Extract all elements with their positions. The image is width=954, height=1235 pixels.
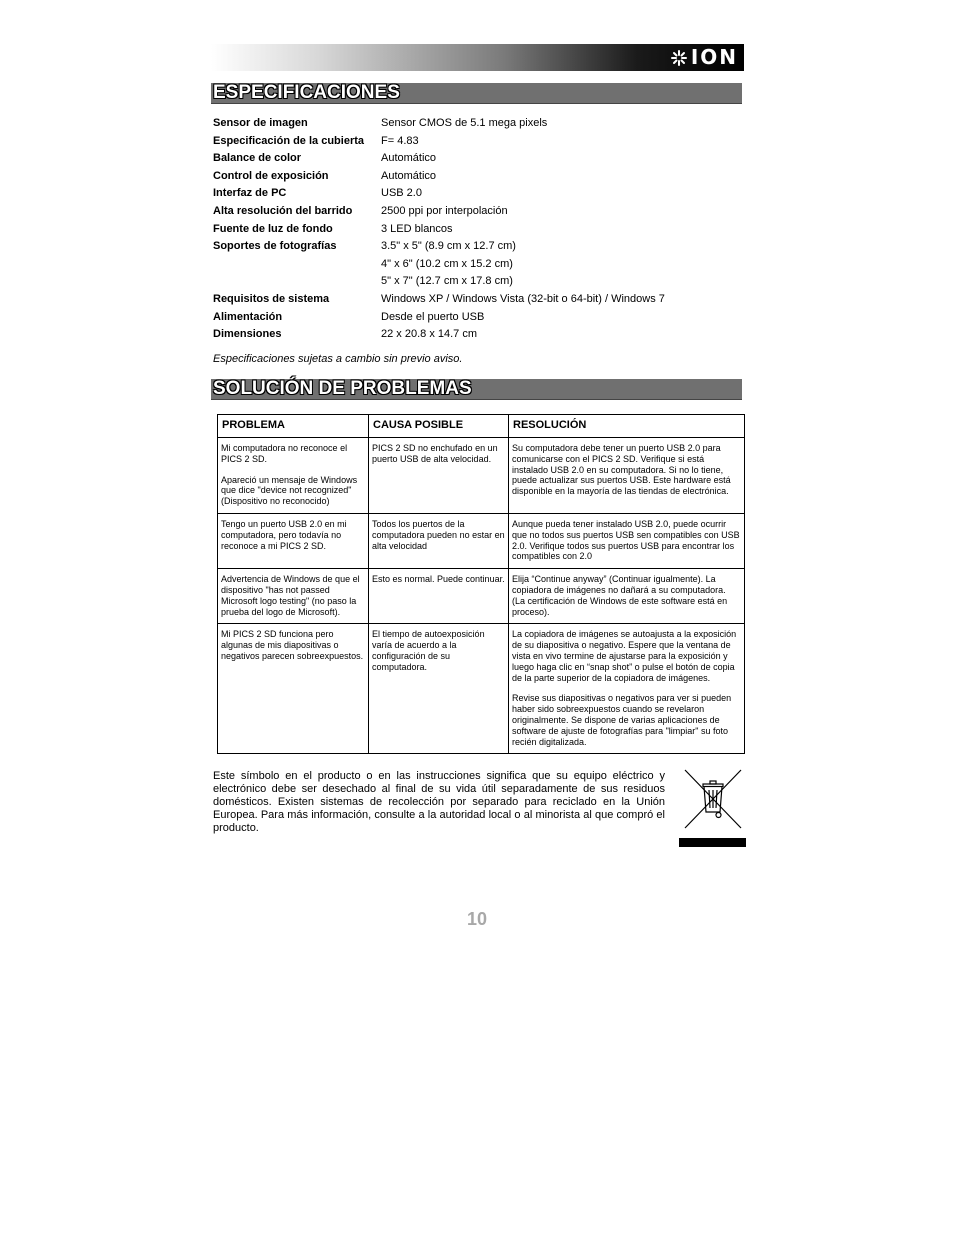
spec-row xyxy=(213,273,743,291)
spec-value: 3.5" x 5" (8.9 cm x 12.7 cm) xyxy=(381,240,516,253)
spec-row xyxy=(213,115,743,133)
spec-value: Sensor CMOS de 5.1 mega pixels xyxy=(381,117,548,129)
spec-note: Especificaciones sujetas a cambio sin previo aviso. xyxy=(213,353,463,365)
weee-bar xyxy=(679,838,746,847)
spec-value: USB 2.0 xyxy=(381,187,422,200)
spec-value: 4" x 6" (10.2 cm x 15.2 cm) xyxy=(381,257,513,270)
logo-text: ION xyxy=(690,45,738,69)
cell-problem xyxy=(218,624,369,754)
spec-label: Control de exposición xyxy=(213,169,329,182)
spec-value: Windows XP / Windows Vista (32-bit o 64-bit) / Windows 7 xyxy=(381,292,665,305)
column-header-cause: CAUSA POSIBLE xyxy=(369,415,509,438)
trouble-section-header xyxy=(211,379,742,400)
spec-label: Fuente de luz de fondo xyxy=(213,222,333,235)
cell-resolution xyxy=(509,513,745,568)
cell-text: Aunque pueda tener instalado USB 2.0, puede ocurrir que no todos sus puertos USB sen compatibles con USB 2.0. Verifique todos sus puertos USB para encontrar los compatibles con 2.0 xyxy=(512,518,740,562)
ion-logo xyxy=(671,47,738,68)
spec-label: Alta resolución del barrido xyxy=(213,204,353,217)
header-gradient-bar xyxy=(211,44,744,71)
troubleshooting-table xyxy=(217,414,745,754)
cell-resolution xyxy=(509,569,745,624)
column-header-resolution: RESOLUCIÓN xyxy=(509,415,745,438)
spec-label: Especificación de la cubierta xyxy=(213,134,365,147)
spec-row xyxy=(213,185,743,203)
cell-problem xyxy=(218,513,369,568)
spec-list xyxy=(213,115,743,344)
cell-cause xyxy=(369,569,509,624)
spec-value: Automático xyxy=(381,169,437,182)
cell-text: Tengo un puerto USB 2.0 en mi computadora, pero todavía no reconoce a mi PICS 2 SD. xyxy=(221,518,347,551)
spec-row xyxy=(213,256,743,274)
cell-resolution xyxy=(509,624,745,754)
cell-text: Esto es normal. Puede continuar. xyxy=(372,574,505,585)
spec-row xyxy=(213,168,743,186)
spec-row xyxy=(213,291,743,309)
cell-text: Elija “Continue anyway” (Continuar igualmente). La copiadora de imágenes no dañará a su computadora. (La certificación de Windows de este software está en proceso). xyxy=(512,574,728,617)
cell-problem xyxy=(218,438,369,514)
spec-value: 3 LED blancos xyxy=(381,222,453,235)
cell-text: Mi PICS 2 SD funciona pero algunas de mis diapositivas o negativos parecen sobreexpuestos. xyxy=(221,629,364,661)
spec-label: Balance de color xyxy=(213,152,302,165)
spec-row xyxy=(213,203,743,221)
table-row xyxy=(218,513,745,568)
spec-label: Requisitos de sistema xyxy=(213,292,330,305)
cell-text: Revise sus diapositivas o negativos para ver si pueden haber sido sobreexpuestos cuando se revelaron originalmente. Se dispone de varias aplicaciones de software de ajuste de fotografías para "limpiar" su foto recién digitalizada. xyxy=(512,693,732,747)
spec-value: Desde el puerto USB xyxy=(381,310,485,323)
specs-section-header xyxy=(211,83,742,104)
specs-section-title: ESPECIFICACIONES xyxy=(213,82,400,103)
spec-label: Sensor de imagen xyxy=(213,117,308,129)
spec-value: 22 x 20.8 x 14.7 cm xyxy=(381,328,477,341)
cell-cause xyxy=(369,438,509,514)
cell-text: PICS 2 SD no enchufado en un puerto USB de alta velocidad. xyxy=(372,443,498,464)
column-header-problem: PROBLEMA xyxy=(218,415,369,438)
spec-row xyxy=(213,326,743,344)
spec-row xyxy=(213,238,743,256)
spec-label: Alimentación xyxy=(213,310,283,323)
weee-disposal-text: Este símbolo en el producto o en las instrucciones significa que su equipo eléctrico y electrónico debe ser desechado al final de su vida útil separadamente de sus residuos domésticos. Existen sistemas de recolección por separado para reciclado en la Unión Europea. Para más información, consulte a la autoridad local o al minorista al que compró el producto. xyxy=(213,770,665,834)
cell-cause xyxy=(369,513,509,568)
cell-problem xyxy=(218,569,369,624)
cell-text: Advertencia de Windows de que el dispositivo "has not passed Microsoft logo testing" (no paso la prueba del logo de Microsoft). xyxy=(221,574,360,617)
cell-cause xyxy=(369,624,509,754)
page-number: 10 xyxy=(466,909,488,929)
cell-text: La copiadora de imágenes se autoajusta a la exposición de su diapositiva o negativo. Espere que la ventana de vista en vivo termine de ajustarse para la exposición y luego haga clic en “snap shot” o pulse el botón de copia de la parte superior de la copiadora de imágenes. xyxy=(512,629,737,683)
table-row xyxy=(218,624,745,754)
table-row xyxy=(218,438,745,514)
starburst-icon xyxy=(671,50,687,66)
table-header-row xyxy=(218,415,745,438)
cell-text: Su computadora debe tener un puerto USB 2.0 para comunicarse con el PICS 2 SD. Verifique si está instalado USB 2.0 en su computadora. Si no lo tiene, puede actualizar sus puertos USB. Este hardware está disponible en la mayoría de las tiendas de electrónica. xyxy=(512,443,731,497)
spec-value: 5" x 7" (12.7 cm x 17.8 cm) xyxy=(381,275,513,288)
spec-row xyxy=(213,133,743,151)
cell-text: Apareció un mensaje de Windows que dice "device not recognized" (Dispositivo no reconocido) xyxy=(221,474,358,507)
crossed-out-wheelie-bin-icon xyxy=(683,768,743,830)
table-row xyxy=(218,569,745,624)
cell-resolution xyxy=(509,438,745,514)
spec-row xyxy=(213,309,743,327)
spec-value: Automático xyxy=(381,152,437,165)
spec-label: Interfaz de PC xyxy=(213,187,287,200)
cell-text: El tiempo de autoexposición varía de acuerdo a la configuración de su computadora. xyxy=(372,629,485,672)
trouble-section-title: SOLUCIÓN DE PROBLEMAS xyxy=(213,378,472,399)
spec-row xyxy=(213,221,743,239)
spec-row xyxy=(213,150,743,168)
spec-value: 2500 ppi por interpolación xyxy=(381,204,508,217)
cell-text: Mi computadora no reconoce el PICS 2 SD. xyxy=(221,443,348,464)
spec-label: Dimensiones xyxy=(213,328,282,341)
spec-label: Soportes de fotografías xyxy=(213,240,337,253)
spec-value: F= 4.83 xyxy=(381,134,419,147)
cell-text: Todos los puertos de la computadora pueden no estar en alta velocidad xyxy=(372,518,505,551)
